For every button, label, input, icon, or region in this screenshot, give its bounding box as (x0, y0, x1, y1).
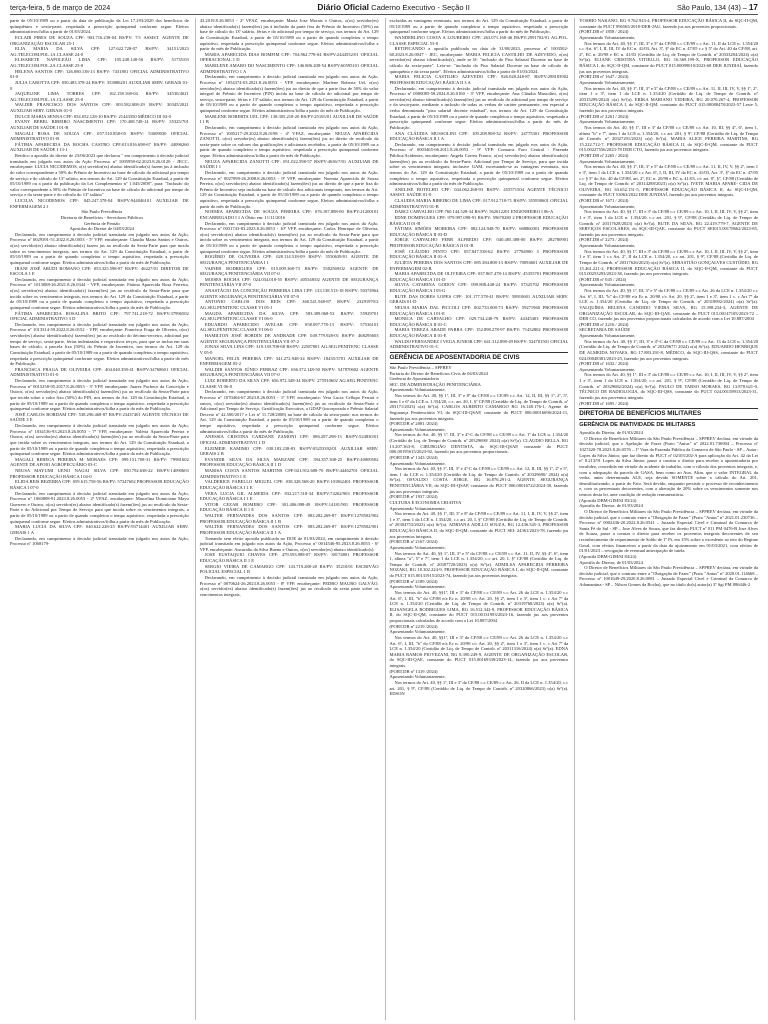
text-paragraph: ANA CLÁUDIA MUSSOLINI CPF: 109.208.908-32 RS/PV: 24775301 PROFESSOR EDUCAÇÃO BÁSICA II 1 A (389, 130, 569, 142)
text-paragraph: MARIA TEREZA ABADE PARRA CPF: 152.898.278-97 RS/PV: 71432802 PROFESSOR EDUCAÇÃO BÁSICA II 01-E (389, 327, 569, 338)
text-paragraph: Aposentando Voluntariamente, (389, 544, 446, 550)
text-paragraph: Gerência de Aposentadoria (389, 376, 439, 382)
text-paragraph: Aposentando Voluntariamente, (579, 119, 636, 125)
text-paragraph: Aposentando Voluntariamente, (579, 79, 636, 85)
text-paragraph: WALDO FERNANDEZ I VEGA JUNIOR CPF: 641.312.898-49 RS/PV: 524701501 OFICIAL ADMINISTRATIVO 01-C (389, 338, 569, 350)
text-paragraph: (PORT.DB nº 2189 /2024) (389, 578, 438, 584)
text-paragraph: MARIA APARECIDA DE OLIVEIRA CPF: 037.867.478-14 RS/PV: 45355701 PROFESSOR EDUCAÇÃO BÁSICA I 01-D (389, 271, 569, 282)
text-paragraph: MARILENE AMARO DO NASCIMENTO CPF: 146.806.208-54 RS/PV:60595101 OFICIAL ADMINISTRATIVO 1 A (199, 63, 379, 74)
text-paragraph: WALDIR SANTOS JÚNIO FERRAZ CPF: 656.372.148-50 RS/PV: 547870602 AGENTE SEGURANÇA PENITENCIÁRIA VII 07-0 (199, 366, 379, 378)
text-paragraph: Aposentando Voluntariamente, (389, 426, 446, 432)
text-paragraph: O Diretor de Benefícios Militares da São Paulo Previdência – SPPREV declara, em virtude da decisão judicial, que o contrato entre a "Obrigação de Fazer" (Prato "Antus" nº 2021.01.230736 – Processo nº 0002436-20.2022.8.26.0541 – Juizado Especial Cível e Criminal da Comarca de Santa Fé do Sul - SP – Jose Alves de Souza, que faz direito PUCT nº 011 PM 0476-B Jose Alves de Souza, passe a constar o direito para receber os proventos integrais decorrentes de seu reconhecimento de requerimento de Soldo de 1º Pt, em 15% sobre o excedente ao teto do Regime Geral, com efeitos financeiros a partir da data do ajuizamento em 01/03/2021, com efeitos de 01/01/2023 – revogação de eventual antecipação de tutela. (579, 508, 758, 554)
text-paragraph: JOSÉ CLÁUDIO PINTO CPF: 057.847.538-62 RS/PV: 27784900 3 PROFESSOR EDUCAÇÃO BÁSICA II 01-A (389, 248, 569, 260)
text-paragraph: Aposentando Voluntariamente, (579, 333, 636, 338)
text-paragraph: (PORT.DB nº 1695 / 2024) (579, 400, 629, 406)
text-paragraph: Declarando, em cumprimento à decisão judicial transitada em julgado nos autos da Ação, Processo nº 0027099-26.2008.8.26.0053 - 9ª VFP, encabeçante: Noemia Aparecida de Souza Pereira, o(os) servidor(es) abaixo identificado(s) fazem(ões) jus ao direito de que a parte fixa do Prêmio de Incentivo seja incluída na base de cálculo dos adicionais temporais, nos termos do Art. 129 da Constituição Estadual, a partir de 05/10/1989 ou a partir de quando completou o tempo aquisitivo, respeitada a prescrição quinquenal conforme segue. Efeitos administrativos/folha a partir do mês de Publicação. (199, 169, 379, 209)
text-paragraph: Declarando, em cumprimento à decisão judicial transitada em julgado nos autos da Ação, Processo nº 0031743-83.2023.8.26.0053 - 10ª VFP, encabeçante: Carlos Henrique de Oliveira, o(os) servidor(es) abaixo identificado(s) fazem(ões) jus ao recálculo da Sexta-Parte para que incida sobre os vencimentos integrais, nos termos do Art. 129 da Constituição Estadual, a partir de 05/10/1989 ou a partir de quando completou o tempo aquisitivo, respeitada a prescrição quinquenal conforme segue. Efeitos administrativos/folha a partir do mês de Publicação. (199, 220, 379, 254)
text-paragraph: NOEMIA APARECIDA DE SOUZA PEREIRA CPF: 076.187.888-00 RS/PV:21200101 ENCARREGADO I 1 A Óbito em: 11/11/2016 (199, 209, 379, 220)
text-paragraph: MAGDA APARECIDA DA SILVA CPF: 583.389.068-53 RS/PV: 55929701 AG.SEG.PENITENC.CLASSE VI 06-0 (199, 310, 379, 322)
text-paragraph: WALTER FERNANDES DOS SANTOS CPF: 083.282.269-87 RS/PV:1278502/902 PROFESSOR EDUCAÇÃO BÁSICA II 1 B (199, 513, 379, 524)
publication-section: Caderno Executivo - Seção II (369, 3, 470, 12)
text-paragraph: Nos termos do Art. 40, §§ 1º, III, 3º e 8º da CF/88 c.c CE/89 c.c Art. 11, I, II, IV, V, §§ 2º, item 1 e 3º, item 1 da LCE n. 1.354/20, c.c art. 20, I, §º CF/88 (Certidão de Liq. de Tempo de Contrib. nº 20304753/2023) o(a) Srº(a). ADRIANA ADILLO SOUZA, RG 12.436.345-3, PROFESSOR EDUCAÇÃO BÁSICA II, do SQC-II-QM, constante do PUCT SEI: 24361/2023-78, fazendo jus aos proventos integrais. (389, 511, 569, 539)
text-paragraph: RETIFICANDO a apostila publicada no data de 31/08/2023, processo nº 1003502-60.2023.8.26.0047 - JEC, encabeçante: MARIA FELICIA CASTILHO DE AZEVEDO, o(os) servidor(es) abaixo identificado(s), onde se lê: "inclusão do Piso Salarial Docente na base de cálculo da sexta-parte". Leia-se: "inclusão do Piso Salarial Docente na base de cálculo do quinquênio e da sexta parte". Efeitos administrativos/folha a partir de 01/03/2024. (389, 46, 569, 74)
text-paragraph: Gerência de Pensão (83, 220, 120, 226)
text-paragraph: O Diretor de Benefícios Militares da São Paulo Previdência – SPPREV declara, em virtude da decisão judicial, que o Apelação de Fazer (Prato "Antus" nº 2022.01.736904 – Processo nº 1027420-78.2023.8.26.0576 – 1ª Vara da Fazenda Pública da Comarca de São Paulo - SP – Autor: Lopes da Silva Júnior, que faz direito do PUCT nº 02103/202-A para aplicação do Art. 42 da Lei nº 8.213/91 Lopes da Silva Júnior, passe a constar o direito para receber a aposentadoria por invalidez, concedida em virtude do acidente de trabalho, com o cálculo dos proventos integrais, e, com a adequação da parcela de GASA, bem como ao Aux. Alim. que o valor INTEGRAL da verba, antes determinada ALE, seja devido SOMENTE sobre o cálculo do Art. 201, desmilitarizando, a partir do Fato. Será devido, enquanto persistir o processo de reconhecimento e, com os percentuais decorrentes, com a alteração de 20% sobre os vencimentos somente nos termos desta lei, ante condição de redução remuneratória. (579, 435, 758, 497)
text-paragraph: Nos termos do Art. 40, §§ 1º, III, 3º e 8º da CF/88 c.c CE/89 c.c Art. 12, II, III, §§ 1º, 2º, 5º, item 1 e 6º da LCE n. 1.354/20, c.c. art. 20, I, §º CF/88 (Certidão de Liq. de Tempo de Contrib. nº 203171/2023) o(a) Srº(a). CARLOS ALBERTO CAMARGO RG 16.148.176-1, Agente de Segurança Penitenciária VI, do SQC-III-QSAP, constante do PUCT 006.00016696/2024-11, fazendo jus aos proventos integrais. (389, 393, 569, 421)
text-paragraph: FÁTIMA SIMÕES MOREIRA CPF: 082.124.948-70 RS/PV: 668860301 PROFESSOR EDUCAÇÃO BÁSICA II 03-D (389, 226, 569, 237)
text-paragraph: LUIZ ROBERTO DA SILVA CPF: 656.972.348-34 RS/PV: 275910602 AG.SEG.PENITENC CLASSE VI 06-0 (199, 378, 379, 389)
text-paragraph: parte de 05/10/1989 ou a partir da data de publicação da Lei 17.293/2020 dos benefícios de quinquênios e sexta-parte, respeitada a prescrição quinquenal conforme segue. Efeitos administrativos/folha a partir de 01/03/2024. (10, 18, 189, 35)
text-paragraph: Nos termos do Art. 40, §§ 1º, III, 3º e 4º-C da CF/88 c.c CE/89 c.c Art. 12, II, III, §§ 1º, 2º e 5º, item 1 do LCE n. 1.354/20 (Certidão de Liq. de Tempo de Contrib. nº 20329690/ 2024) o(a) Srº(a). OSVALDO COSTA JORGE, RG 16.876.291-2, AGENTE SEGURANÇA PENITENCIÁRIA VII, do SQC-III-QSAP, constante do PUCT 006.00016722/2024-30, fazendo jus aos proventos integrais. (389, 466, 569, 494)
text-paragraph: VAINER RODRIGUES CPF: 015.009.368-73 RS/PV: 5502569/02 AGENTE DE SEGURANÇA PENITENCIÁRIA VII 07-0 (199, 265, 379, 277)
text-paragraph: Declarando, em cumprimento à decisão judicial transitada em julgado nos autos da Ação, Processo nº 1068179- (10, 535, 189, 547)
text-paragraph: Declarando, em cumprimento à decisão judicial transitada em julgado nos autos da Ação, Processo nº 1013088-26.2021.8.26.0344 - VFP, encabeçante: Fátima Aparecida Rosa Ferreira, o(os) servidor(es) abaixo identificado(s) fazem(ões) jus ao recálculo da Sexta-Parte para que incida sobre os vencimentos integrais, nos termos do Art. 129 da Constituição Estadual, a partir de 05/10/1989 ou a partir de quando completou o tempo aquisitivo, respeitada a prescrição quinquenal conforme segue. Efeitos administrativos/folha a partir do mês de Publicação. (10, 276, 189, 310)
section-title: DIRETORIA DE BENEFÍCIOS MILITARES (579, 408, 758, 420)
text-paragraph: Diretoria de Benefícios - Servidores Públicos (60, 214, 144, 220)
text-paragraph: Aposentando Voluntariamente, (389, 387, 446, 393)
text-paragraph: Aposentando Voluntariamente, (579, 366, 636, 372)
text-paragraph: VALDERICE FABELLO MIGUEL CPF: 038.328.568-20 RS/PV:101862401 PROFESSOR EDUCAÇÃO BÁSICA I 1 E (199, 479, 379, 490)
text-paragraph: (PORT.DB nº 1937 /2024) (389, 494, 438, 500)
text-paragraph: ECLAIR PIRES DE SOUZA CPF: 903.716.238-04 RS/PV: 7/1 ASSIST. AGENTE DE ORGANIZAÇÃO ESCOLAR 25-1 (10, 34, 189, 46)
text-paragraph: MAGALI REBECA PEREIRA M MORAES CPF: 099.151.708-31 RS/PV: 79981602 AGENTE DE APOIO AGROPECUÁRIO 03-C (10, 456, 189, 468)
text-paragraph: JORGE CARVALHO FERR ALFREDO CPF: 040.485.388-00 RS/PV: 282780901 PROFESSOR EDUCAÇÃO BÁSICA II 01-B (389, 237, 569, 248)
text-paragraph: (PORT.DB nº 1671 / 2024) (579, 198, 629, 203)
text-paragraph: YOSHIO NAKANO, RG 9.762.923-4, PROFESSOR EDUCAÇÃO BÁSICA II, do SQC-II-QM, constante do PUCT 996565/2018-DER-JAU, fazendo jus aos proventos proporcionais. (579, 18, 758, 29)
text-paragraph: (PORT.DB nº 2081 /2024) (389, 421, 438, 427)
text-paragraph: (Apostila DBM-GIM/SI 83/24) (579, 497, 637, 503)
text-paragraph: Declarando, em cumprimento à decisão judicial transitada em julgado nos autos da Ação, Processo nº 0000085-58.2024.8.26.0160 - 3ª VFP, encabeçante: Ana Cláudia Mussolini, o(os) servidor(es) abaixo identificado(s) fazem(ões) jus ao recálculo do adicional por tempo de serviço e da sexta-parte, mediante a inclusão de todas as verbas de caráter permanente, em especial a verba denominada "piso salarial docente estadual", nos termos do Art. 129 da Constituição Estadual, a partir de 05/10/1989 ou a partir de quando completou o tempo aquisitivo, respeitada a prescrição quinquenal conforme segue. Efeitos administrativos/folha a partir do mês de Publicação. (389, 85, 569, 130)
text-paragraph: ELEIMEIE KAMIMO CPF: 038.183.238-83 RS/PV:05253392/01 AUXILIAR SERV. GERAIS 2 B (199, 445, 379, 457)
text-paragraph: ANASTÁCIO DA CONCEIÇÃO FERREIRA LIRA CPF: 133.138.513-18 RS/PV: 50374964 AGENTE SEGURANÇA PENITENCIÁRIA VII 07-0 (199, 288, 379, 299)
text-paragraph: SILVIA CATARINA GODOY CPF: 099.808.448-24 RS/PV: 57325702 PROFESSOR EDUCAÇÃO BÁSICA I 03-G (389, 282, 569, 293)
text-paragraph: Nos termos do Art. 40, §§1º, III e 3º da CF/88 c.c CE/89 c.c Art. 26 da LCE n. 1.354/20 c.c Art. 6º, I, III, "b" do CF/88 e/a Ec n. 20/98 c/c Art. 20, §§ 2º, item 1 e 3º, item 1 c. c Art 7º da LCE n. 1.354/20 (Certidão de Liq. de Tempo de Contrib. nº 20311316/2024) o(a) Srº(a). EDNA MARIA RAMOS PIOVEZANI, RG 8.390.249-9, AGENTE DE ORGANIZAÇÃO ESCOLAR, do SQC-III-QAE, constante do PUCT 015.00169339/2023-14, fazendo jus aos proventos integrais. (389, 634, 569, 668)
text-paragraph: (PORT.DB nº 1632 / 2024) (579, 361, 629, 367)
text-paragraph: Nos termos do Art. 40, §§ 1º, III, 3º e 5º da CF/88 c.c CE/89 c.c Art. 11, II, III, IV, V, §§ 1º, 2º, item 1 e 3º, item 1 da LCE n. 1.354/20 (Certidão de Liq. de Tempo de Contrib. nº 20315299/2024) o(a) Srº(a). ERIKA MARIANO VIDEIRA, RG 20.070.267-4, PROFESSOR EDUCAÇÃO BÁSICA I, do SQC-II-QM, constante do PUCT 015.00088478/2023-57 Leste 5, fazendo jus aos proventos integrais. (579, 85, 758, 113)
text-paragraph: NEUSA MARIA DAL PICCOLI CPF: 002.733.008-73 RS/PV: 59271960 PROFESSOR EDUCAÇÃO BÁSICA I 01-E (389, 304, 569, 316)
text-paragraph: VERA LUCIA GIL ALMEIDA CPF: 832.217.518-34 RS/PV:74262/903 PROFESSOR EDUCAÇÃO BÁSICA I 1 E (199, 490, 379, 502)
text-paragraph: MONICA DE CARVALHO CPF: 029.734.248-79 RS/PV: 44345403 PROFESSOR EDUCAÇÃO BÁSICA II 01-C (389, 316, 569, 327)
text-paragraph: Aposentando Voluntariamente, (389, 674, 446, 680)
header-page-info (677, 3, 758, 12)
text-paragraph: O Diretor de Benefícios Militares da São Paulo Previdência – SPPREV declara, em virtude da decisão judicial, que o contrato entre a "Obrigação de Fazer" (Prato "Antus" nº 2020.01.114668 – Processo nº 1001649-29.2020.8.26.0081 – Juizado Especial Cível e Criminal da Comarca de Adamantina - SP – Nilson Gomes da Rocha), que no título do(s) autor(a) 3º Sgt PM 886446-2 (579, 565, 758, 587)
section-title: GERÊNCIA DE APOSENTADORIA DE CIVIS (390, 352, 569, 364)
text-paragraph: Aposentando Voluntariamente, (579, 203, 636, 209)
text-paragraph: JOSÉ CARLOS BORDAM CPF: 538.296.468-87 RS/PV:23437401 AGENTE TÉCNICO DE SAÚDE 3 E (10, 411, 189, 423)
text-paragraph: Nos termos do Art. 40, §§ 1º, III, 3º e 5º da CF/88 c.c CE/89 c.c Art. 26 da LCE n. 1.354/20 c.c Art. 6º, I, III, "b" do CF/88 e/a Ec n. 20/98 c/c Art. 20, §§ 2º, item 1 e 3º, item 1 c. c Art 7º da LCE n. 1.354/20 (Certidão de Liq. de Tempo de Contrib. nº 20318992/2024) o(a) Srº(a). VALQUÍRIA HELENA CANDIDO VIEIRA SILVA, RG 15.398.234-3, AGENTE DE ORGANIZAÇÃO ESCOLAR, do SQC-III-QAE, constante do PUCT 015.00147105/2023-72 – DER CO, fazendo jus aos proventos proporcionais calculados de acordo com a Lei 10.887/2004 (579, 288, 758, 322)
text-paragraph: ROGÉRIO DE OLIVEIRA CPF: 028.114.518-09 RS/PV: 5550639/01 AGENTE DE SEGURANÇA PENITENCIÁRIA I 1 (199, 254, 379, 265)
text-paragraph: FRANCISCA FRAGA DE OLIVEIRA CPF: 404.040.358-41 RS/PV:34768601 OFICIAL ADMINISTRATIVO 01-0 (10, 366, 189, 378)
text-paragraph: Declarando, em cumprimento à decisão judicial transitada em julgado nos autos da Ação, Processo nº 0015258-95.2017.8.26.0053 - 3ª VFP, encabeçante: Juarez Pacheco da Conceição e Outros, o(os) servidor(es) abaixo identificado(s) fazem(ões) jus ao recálculo da Sexta-Parte para que incida sobre o valor fixo (50%) do PIN, nos termos do Art. 129 da Constituição Estadual, a partir de 05/10/1989 ou a partir de quando completou o tempo aquisitivo, respeitada a prescrição quinquenal conforme segue. Efeitos administrativos/folha a partir do mês de Publicação. (10, 378, 189, 412)
text-paragraph: JOSE EUSTAQUIO CHAVES CPF: 479.593.988-87 RS/PV: 38174801 PROFESSOR EDUCAÇÃO BÁSICA II 1 E (199, 552, 379, 563)
text-paragraph: Portaria do Diretor de Benefícios Civis de 04/03/2024 (389, 370, 488, 376)
text-paragraph: SECRETARIA DE SAÚDE (579, 327, 631, 333)
text-paragraph: WALTER FERNANDES DOS SANTOS CPF: 083.282.269-87 RS/PV:1278502/901 PROFESSOR EDUCAÇÃO BÁSICA II 1 A (199, 524, 379, 535)
text-paragraph: (Apostila DBM-GIM/SI 84/24) (579, 553, 637, 559)
text-paragraph: Nos termos do Art. 40, §§ 1º, III, 3º e 5º da CF/88 c.c CE/89 c.c Art. 11, II da LCE n. 1.354/20 c.c Art. 6º, I, II, III, IV da EC n. 41/03, Art. 3º, §º da EC n. 47/05 c.c § 5º do Art. 40 da CF/88, art. 2º, EC n. 20/98 e EC n. 41/03 (Certidão de Liq. de Tempo de Contrib. nº 20333284/2024) o(a) Srº(a). ELIANE CRISTINA VITIELLO, RG 16.369.199-X, PROFESSOR EDUCAÇÃO BÁSICA I, do SQC-II-QM, constante do PUCT 015.00099010/2023-68 DER JUNDIAÍ, fazendo jus aos proventos integrais. (579, 40, 758, 74)
text-paragraph: EVANY BEBEL RIBEIRO NASCIMENTO CPF: 170.408.748-14 RS/PV: 35325/701 AUXILIAR DE SAÚDE I 01-B (10, 119, 189, 130)
column-2 (195, 18, 379, 1020)
text-paragraph: RUTE DAS DORES LOPES CPF: 101.177.578-41 RS/PV: 58910601 AUXILIAR SERV. GERAIS 01-D (389, 293, 569, 305)
text-paragraph: Aposentando Voluntariamente, (389, 505, 446, 511)
text-paragraph: Nos termos do Art. 40, §§1º, III e 3º da CF/88 c.c CE/89 c.c Art. 26 da LCE n. 1.354/20 c.c Art. 6º, I, III, "b" do CF/88 e/a Ec n. 20/98 c/c Art. 20, §§ 2º, item 1 e 3º, item 1 c. c Art 7º da LCE n. 1.354/20 (Certidão de Liq. de Tempo de Contrib. nº 20319768/2023) o(a) Srº(a). ELISANGELA RODRIGUES LIMA, RG 16.512.342-9, PROFESSOR EDUCAÇÃO BÁSICA II, do SQC-II-QM, constante do PUCT 015.00131993/2023-16, fazendo jus aos proventos proporcionais calculados de acordo com a Lei 10.887/2004 (389, 589, 569, 623)
text-paragraph: MARISA COSTA SANTOS MARTINS CPF:021.912.688-70 RS/PV:44462701 OFICIAL ADMINISTRATIVO 1 E (199, 468, 379, 479)
text-paragraph: FÁTIMA APARECIDA DA ROCHA CASTRO CPF:013.816.698-67 RS/PV: 44096260 AUXILIAR DE SAÚDE I 13-1 (10, 141, 189, 153)
text-paragraph: Declarando, em cumprimento à decisão judicial transitada em julgado nos autos da Ação, Processo nº 0003465-66.2011.8.26.0053 - 9ª VFP: Comarca Foro Central - Fazenda Pública/Acidentes, encabeçante: Angela Correa Franco, o(os) servidor(es) abaixo identificado(s) fazem(ões) jus ao recálculo da Sexta-Parte, Adicional por Tempo de Serviço, para que incida sobre os vencimentos integrais, inclusive GAM, excetuando-se as vantagens eventuais, nos termos do Art. 129 da Constituição Estadual, a partir de 05/10/1989 ou a partir de quando completou o tempo aquisitivo, respeitada a prescrição quinquenal conforme segue. Efeitos administrativos/folha a partir do mês de Publicação. (389, 141, 569, 187)
text-paragraph: Nos termos do Art. 40, §§ 1º, III e 3º da CF/88 c.c CE/89 c.c Art. 26, II da LCE n. 1.354/20, c.c art. 201, § 9º, CF/88 (Certidão de Liq. de Tempo de Contrib. nº 20320866/2023) o(a) Srº(a). EDSON (389, 679, 569, 697)
header-date: terça-feira, 5 de março de 2024 (10, 2, 111, 12)
text-paragraph: (PORT.DB nº 2167 /2024) (389, 539, 438, 545)
text-paragraph: IRANI JOSÉ ARUDI ROMANO CPF: 053.325.598-87 RS/PV: 46227/01 DIRETOR DE ESCOLA 1 E (10, 265, 189, 277)
text-paragraph: SEC. DE ADMINISTRAÇÃO PENITENCIÁRIA (389, 381, 481, 387)
text-paragraph: CULTURA E ECONOMIA CRIATIVA (389, 499, 462, 505)
text-paragraph: ELISABETE NAPOLEÃO LIMA CPF: 105.248.148-56 RS/PV: 51735/03 AG.TELECOM.POL.2A.CLASSE 25-0 (10, 57, 189, 68)
text-paragraph: Aposentando Voluntariamente, (389, 584, 446, 590)
text-paragraph: Aposentando Voluntariamente, (579, 243, 636, 248)
text-paragraph: Declarando, em cumprimento à decisão judicial transitada em julgado nos autos da Ação, Processo nº 1060808-91.2023.8.26.0053 - 2ª VFAZ, encabeçante: Marcelina Domiciano Mayu Guerrero e Outros, o(os) servidor(es) abaixo identificado(s) fazem(ões) jus ao recálculo da Sexta-Parte e do Adicional por Tempo de Serviço para que incida sobre os vencimentos integrais, a partir de 05/10/1989 ou a partir de quando completou o tempo aquisitivo, respeitada a prescrição quinquenal conforme segue. Efeitos administrativos/folha a partir do mês de Publicação. (10, 490, 189, 524)
text-paragraph: Nos termos do Art. 40, §§ 1º, III, 3º e 4º-C da CF/88 c.c CE/89 c.c Art. 1º da LCE n. 1.354/20 (Certidão de Liq. de Tempo de Contrib. nº 20329690/ 2024) o(a) Srº(a). CLAUDIO BELLA, RG 13.207.363-8, CIRURGIÃO DENTISTA, do SQC-III-QSAP, constante do PUCT 006.00195615/2023-92, fazendo jus aos proventos proporcionais. (389, 432, 569, 455)
text-paragraph: Nos termos do Art. 40, §§ 1º, III, 3º e 5º da CF/88 c.c CE/89 c.c Art. 11, II, IV, V, §§ 2º, item 1 e 3º, item 1 da LCE n. 1.354/20 c.c Art. 6º, I, II, III, IV da EC n. 41/03, Art. 3º, §º da EC n. 47/05 c.c § 5º do Art. 40 da CF/88, art. 2º, EC n. 20/98 e EC n. 41/03, c/c art. 8º, §º, CF/88 (Certidão de Liq. de Tempo de Contrib. nº 20314288/2023) o(a) Srº(a). IVETE MARIA APARE- CIDA DE OLIVEIRA, RG 63.652.151-5, PROFESSOR EDUCAÇÃO BÁSICA II, do SQC-II-QM, constante do PUCT 53063/2022 DER JUNDIAÍ, fazendo jus aos proventos integrais. (579, 164, 758, 198)
text-paragraph: HELENA SANTOS CPF: 126.080.138-13 RS/PV: 7431801 OFICIAL ADMINISTRATIVO 01-0 (10, 68, 189, 80)
text-paragraph: MARIA APARECIDA DIAS BOMFIM CPF: 704.962.778-04 RS/PV:2444552/01 OFICIAL OPERACIONAL 1 D (199, 51, 379, 63)
text-paragraph: EVANDIR SILVA DA SILVA MARZARI CPF: 394.357.308-25 RS/PV:40009502 PROFESSOR EDUCAÇÃO BÁSICA II 1 D (199, 456, 379, 468)
text-paragraph: CLAUDIA MARIA RIBEIRO DE LIMA CPF: 017.912.718-71 RS/PV: 355830601 OFICIAL ADMINISTRATIVO 01-B (389, 198, 569, 209)
text-columns (10, 18, 758, 1020)
text-paragraph: MARLENE ROBERTA UEL CPF: 138.305.218-20 RS/PV:25165/01 AUXILIAR DE SAÚDE I 1 B (199, 113, 379, 125)
text-paragraph: Apostila do Diretor, de 01/03/2024 (579, 430, 643, 436)
text-paragraph: JONAS SILVA LINS CPF: 319.139.708-68 RS/PV: 22587801 AG.SEG.PENITENC CLASSE V 05-0 (199, 344, 379, 355)
column-1 (10, 18, 189, 1020)
text-paragraph: (PORT.DB nº 1319 /2024) (389, 668, 438, 674)
text-paragraph: Declarando, em cumprimento à decisão judicial transitada em julgado nos autos da Ação, Processo nº 1013314-59.2022.8.26.0152 - VFP, encabeçante: Francisca Fraga de Oliveira, o(os) servidor(es) abaixo identificado(s) fazem(ões) jus ao recálculo do décimo-terceiro, adicional por tempo de serviço, sexta-parte, férias indenizadas e respectivos terços, para que se inclua em suas bases de cálculo, a parcela fixa (50%) do Prêmio de Incentivo, nos termos do Art. 129 da Constituição Estadual, a partir de 05/10/1989 ou a partir de quando completou o tempo aquisitivo, respeitada a prescrição quinquenal conforme segue. Efeitos administrativos/folha a partir do mês de Publicação. (10, 321, 189, 367)
text-paragraph: Aposentando Voluntariamente, (389, 460, 446, 466)
text-paragraph: Nos termos do Art. 40, §§ 1º, III, 3º e 4º-C da CF/88 c.c CE/89 c.c Art. 13 da LCE n. 1.354/20 (Certidão de Liq. de Tempo de Contrib. nº 20329677/ 2024) o(a) Srº(a). EDUARDO HENRIQUE DE ALMEIDA NOVAES, RG 17.883.291-8, MÉDICO, do SQC-III-QSS, constante do PUCT 024.00048381/2023-25, fazendo jus aos proventos integrais. (579, 338, 758, 361)
text-paragraph: (PORT.DB nº 2261 / 2024) (579, 113, 629, 119)
text-paragraph: DULCE MARIA SENNA CPF: 054.052.128-10 RS/PV: 21443350 MÉDICO III 03-0 (15, 113, 171, 119)
text-paragraph: (PORT.DB nº 1343 /2024) (389, 454, 438, 460)
text-paragraph: NEUZA APARECIDA ZANOTTI CPF: 051.022.598-57 RS/PV:4636/7/01 AUXILIAR DE SAÚDE I 1 (199, 158, 379, 170)
text-paragraph: Declarando, em cumprimento à decisão judicial transitada em julgado nos autos da Ação, Processo nº 1054374-03.2021.8.26.0053 - VFP, encabeçante: Marlene Roberta Uel, o(os) servidor(es) abaixo identificado(s) fazem(ões) jus ao direito de que a parte fixa de 50% do valor integral do Prêmio de Incentivo (PIN) incida na base de cálculo do adicional por tempo de serviço, sexta-parte, férias e 13º salário, nos termos do Art. 129 da Constituição Estadual, a partir de 05/10/1989 ou a partir de quando completou o tempo aquisitivo, respeitada a prescrição quinquenal conforme segue. Efeitos administrativos/folha a partir do mês de Publicação. (199, 74, 379, 113)
text-paragraph: Nos termos do Art. 40, §§ 1º, III e 3º da CF/88 c.c CE/89 c.c Art. 10, I, II, III, IV, V, §§ 2º, item 1 e 3º, item 1 c.c Art. 2º, II da LCE n. 1.354/20, c.c art. 201, § 9º, CF/88 (Certidão de Liq. de Tempo de Contrib. nº 20317626/2023) o(a) Srº(a). SEBASTIÃO GONÇALVES CUSTÓDIO, RG 15.461.221-2, PROFESSOR EDUCAÇÃO BÁSICA II, do SQC-II-QM, constante do PUCT 015.00253293/2023-38, fazendo jus aos proventos integrais. (579, 248, 758, 277)
page-number: 17 (748, 2, 758, 12)
text-paragraph: Declarando, em cumprimento à decisão judicial transitada em julgado nos autos da Ação, Processo nº 1005217-29.2022.8.26.0198 - 4ª VFAZ, encabeçante: NEUZA APARECIDA ZANOTTI, o(os) servidor(es) abaixo identificado(s) fazem(ões) jus ao direito de recálculo da sexta-parte sobre os valores das gratificações e adicionais recebidos, a partir de 05/10/1989 ou a partir de quando completou o tempo aquisitivo, respeitada a prescrição quinquenal conforme segue. Efeitos administrativos/folha a partir do mês de Publicação. (199, 124, 379, 158)
text-paragraph: LUCILIA NICODEMOS CPF: 045.247.378-04 RS/PV:944046101 AUXILIAR DE ENFERMAGEM 2 I (10, 198, 189, 209)
page-info: São Paulo, 134 (43) – (676, 2, 749, 12)
text-paragraph: WALDIR FRANCISCO DOS SANTOS CPF: 003.582.008-29 RS/PV: 30345/2021 AUXILIAR SERV. GERAIS 01-0 (10, 102, 189, 113)
text-paragraph: MARIA LUCIA DA SILVA CPF: 040.622.228-25 RS/PV:93714401 AUXILIAR SERV. GERAIS 1 A (10, 524, 189, 535)
text-paragraph: MANOEL FELIX PEREIRA CPF: 341.272.948-34 RS/PV: 18435/3701 AUXILIAR DE ENFERMAGEM 05-2 (199, 355, 379, 367)
text-paragraph: Retifico a apostila do diretor de 23/06/2023 que declarou " em cumprimento à decisão judicial transitada em julgado nos autos da Ação Processo nº 1005958-62.2023.8.26.0120 - JECC, encabeçante: LUCIA NICODEMOS, o(s) servidor(es) abaixo identificado(s) fazem jus à inclusão do valor correspondente a 50% do Prêmio de Incentivo na base de cálculo do adicional por tempo de serviço e do cálculo do 13º salário, nos termos do Art. 129 da Constituição Estadual, a partir de 05/10/1989 ou a partir da publicação da Lei Complementar nº 1.045/2008", para: "Inclusão do valor correspondente a 50% do Prêmio de Incentivo na base de cálculo do adicional por tempo de serviço e da sexta-parte e do cálculo do 13º salário" (10, 153, 189, 198)
text-paragraph: NEUSA MAYUMI UENO NAGAI SILVA CPF: 050.792.638-22 RS/PV:14090603 PROFESSOR EDUCAÇÃO BÁSICA I 04-0 (10, 468, 189, 479)
text-paragraph: excluídas as vantagens eventuais, nos termos do Art. 129 da Constituição Estadual, a partir de 05/10/1989 ou a partir de quando completou o tempo aquisitivo, respeitada a prescrição quinquenal conforme segue. Efeitos administrativos/folha a partir do mês de Publicação. (389, 18, 569, 35)
text-paragraph: Aposentando Voluntariamente, (389, 629, 446, 635)
text-paragraph: Aposentando Voluntariamente, (579, 282, 636, 288)
text-paragraph: DARCI CARVALHO CPF:760.144.528-34 RS/PV: 562612201 ENGENHEIRO I 06-A (394, 209, 554, 215)
text-paragraph: MARIA FELICIA CASTILHO AZEVEDO CPF: 826.028.248-87 RS/PV:298183902 PROFESSOR EDUCAÇÃO BÁSICA II 3 A (389, 74, 569, 85)
text-paragraph: Nos termos do Art. 40, §§ 1º, III, 3º e 5º da CF/88 c.c CE/89 c.c Art. 11, II, IV, §§ 4º, 6º, item 1, alínea "a", 5º e 7º, item 1 da LCE n. 1.354/20, c.c art. 20, I, §º CF/88 (Certidão de Liq. de Tempo de Contrib. nº 20307720/2023) o(a) Srº(a). ADMILSA APARECIDA FERREIRA NOZAKI, RG 18.302.224-9, PROFESSOR EDUCAÇÃO BÁSICA I, do SQC-II-QM, constante do PUCT 015.00131915/2023-74, fazendo jus aos proventos integrais. (389, 550, 569, 578)
text-paragraph: Nos termos do Art. 40, §§ 1º, III e 3º da CF/88 c.c CE/89 c.c Art. 10, III, §§ 4º, 6º, item 1, alínea "b" e 7º, item 1 da LCE n. 1.354/20, c.c art. 201, § 9º, CF/88 (Certidão de Liq. de Tempo de Contrib. nº 20327291/2023) o(a) Srº(a). MARIA ALICE PEREIRA MARTINS, RG 15.222.712-7, PROFESSOR EDUCAÇÃO BÁSICA II, do SQC-II-QM, constante do PUCT 015.00227556/2023-78 DER CTO, fazendo jus aos proventos integrais. (579, 124, 758, 153)
text-paragraph: Apostilas do Diretor de 04/03/2024 (69, 226, 135, 232)
text-paragraph: (PORT.DB nº 1858 / 2024) (579, 29, 629, 35)
text-paragraph: WANDERLINO COSTA A LOUREIRO CPF: 263.071.168-46 RS/PV:2991702/01 AG.POL. CLASSE ESPECIAL 53-0 (389, 34, 569, 46)
publication-title: Diário Oficial (317, 2, 369, 12)
text-paragraph: JAQUELINE LIMA TORRES CPF: 162.158.168-04 RS/PV: 34530/4021 AG.TELECOM.POL.1A.CLASSE 25-0 (10, 91, 189, 102)
text-paragraph: São Paulo Previdência (81, 209, 123, 215)
text-paragraph: São Paulo Previdência – SPPREV (389, 364, 452, 370)
text-paragraph: Declarando, em cumprimento à decisão judicial transitada em julgado nos autos da Ação, Processo nº 0070624-26.2023.8.26.0053 - 8ª VFP, encabeçante: PEDRO MAURO GALVÃO, o(os) servidor(es) abaixo identificado(s) fazem(ões) jus ao recálculo da sexta parte sobre os vencimentos integrais, (199, 574, 379, 597)
text-paragraph: ANESSIA CRISTINA CARDANE ZAMONI CPF: 086.297.298-13 RS/PV:524830/01 OFICIAL ADMINISTRATIVO 1 D (199, 434, 379, 445)
text-paragraph: Aposentando Voluntariamente, (579, 34, 636, 40)
text-paragraph: Nos termos do Art. 40, §§ 1º, III e 3º da CF/88 c.c CE/89 c.c Art. 10, I, II, III, IV, V, §§ 2º, item 1 e 3º, item 1 da LCE n. 1.354/20, c.c art. 201, § 9º, CF/88 (Certidão de Liq. de Tempo de Contrib. nº 20329682/2024) o(a) Srº(a). PAULO DE TARSO MORAES, RG 13.878.621-0, TÉCNICO DE RADIOLOGIA, do SQC-III-QSS, constante do PUCT 024.00158913/2023-31, fazendo jus aos proventos integrais. (579, 372, 758, 400)
text-paragraph: EDUARDO APARECIDO AVELAR CPF: 058.097.778-13 RS/PV: 57536101 AG.SEG.PENITENC.CLASSE VI 06-0 (199, 321, 379, 333)
text-paragraph: ANELISE BOTELHO CPF: 044.062.268-93 RS/PV: 455571504 AGENTE TÉCNICO ASSIST. SAÚDE 01-0 (389, 186, 569, 198)
text-paragraph: (PORT.DB nº 2265 / 2024) (579, 153, 629, 158)
text-paragraph: ANTONIO CARLOS DOS REIS CPF: 360.541.948-87 RS/PV: 23291970/2 AG.SEG.PENITENC CLASSE VI 05-1 (199, 299, 379, 310)
text-paragraph: Nos termos do Art. 40, §§ 1º, III e 3º da CF/88 c.c CE/89 c.c Art. 10, I, II, III, IV, V, §§ 2º, item 1 e 3º, item 1 da LCE n. 1.354/20, c.c art. 201, § 9º, CF/88 (Certidão de Liq. de Tempo de Contrib. nº 20317628/2023) o(a) Srº(a). RUTE DA SILVA, RG 22.419.779-7, AGENTE DE SERVIÇOS ESCOLARES, do SQC-III-QAE, constante do PUCT SEI015.00178662/2023-85, fazendo jus aos proventos integrais. (579, 209, 758, 237)
text-paragraph: MOISES ROCHA CPF: 024.034.018-55 RS/PV: 405548/02 AGENTE DE SEGURANÇA PENITENCIÁRIA VII 07-0 (199, 276, 379, 288)
text-paragraph: HAMILTON JOSÉ BORDIN DE ANDRADE CPF: 049.779.928-01 RS/PV: 468295603 AGENTE SEGURANÇA PENITENCIÁRIA VII 07-2 (199, 333, 379, 344)
text-paragraph: MAGALI ROSA DE SOUZA CPF: 057.510.858-05 RS/PV: 53009030 OFICIAL ADMINISTRATIVO 01-B (10, 130, 189, 142)
text-paragraph: (PORT.DB nº 2216 / 2024) (579, 321, 629, 327)
text-paragraph: Declarando, em cumprimento à decisão judicial transitada em julgado nos autos da Ação, Processo nº 0029391-51.2022.8.26.0053 - 5ª VFP, encabeçante: Claudia Maria Santos e Outros, o(os) servidor(es) abaixo identificado(s) fazem jus ao recálculo da Sexta-Parte para que incida sobre os vencimentos integrais, nos termos do Art. 129 da Constituição Estadual, a partir de 05/10/1989 ou a partir de quando completou o tempo aquisitivo, respeitada a prescrição quinquenal conforme segue. Efeitos administrativos/folha a partir do mês de Publicação. (10, 231, 189, 265)
text-paragraph: JULIETA PEREIRA DOS SANTOS CPF: 085.384.808-13 RS/PV: 70094601 AUXILIAR DE ENFERMAGEM 02-B (389, 259, 569, 271)
text-paragraph: Tornando sem efeito apostila publicada no DOE de 01/03/2024, em cumprimento à decisão judicial transitada em julgado nos autos da Ação, Processo nº 0014546-95.2023.8.26.0053 - 6ª VFP, encabeçante: Ancuralio da Silva Bueno e Outros, o(os) servidor(es) abaixo identificado(s). (199, 535, 379, 552)
text-paragraph: (PORT.DB nº 1647 / 2024) (579, 74, 629, 80)
text-paragraph: FÁTIMA APARECIDA ROSALINA BRITO CPF: 797.741.218-72 RS/PV:37996502 OFICIAL ADMINISTRATIVO 3 D (10, 310, 189, 322)
text-paragraph: SERGIO VIEIRA DE CAMARGO CPF: 143.719.288-20 RS/PV: 35210/01 ESCRIVÃO POLICIAL ESPECIAL 1 B (199, 563, 379, 575)
text-paragraph: Declarando, em cumprimento à decisão judicial transitada em julgado nos autos da Ação, Processo nº 1034136-93.2023.8.26.0053 - 7ª VFP, encabeçante: Valéria Aparecida Pereira e Outros, o(os) servidor(es) abaixo identificado(s) fazem(ões) jus ao recálculo da Sexta-Parte para que incida sobre os vencimentos integrais, nos termos do Art. 129 da Constituição Estadual, a partir de 05/10/1989 ou a partir de quando completou o tempo aquisitivo, respeitada a prescrição quinquenal conforme segue. Efeitos administrativos/folha a partir do mês de Publicação. (10, 423, 189, 457)
header-publication (317, 2, 470, 12)
text-paragraph: EDNE DOMINGUES CPF: 979.997.098-91 RS/PV: 59670280 2 PROFESSOR EDUCAÇÃO BÁSICA II 01-B (389, 214, 569, 226)
text-paragraph: ELIA MARIA DA SILVA CPF: 127.622.728-07 RS/PV: 34151/2023 AG.TELECOM.POL.1A.CLASSE 24-0 (10, 46, 189, 57)
text-paragraph: Declarando, em cumprimento à decisão judicial transitada em julgado nos autos da Ação, Processo nº 1070464-67.2023.8.26.0053 - 1ª VFP, encabeçante: Vera Lucia Cellupo Ferrari e outros, o(os) servidor(es) abaixo identificado(s) fazem(ões) jus ao recálculo da Sexta-Parte e Adicional por Tempo de Serviço, Gratificação Executiva, a GDAP (incorporada e Prêmio Salarial Decreto nº 42.500/2017 e Lei nº 11.728/2008) na base de cálculo da sexta-parte, nos termos do Art. 129 da Constituição Estadual, a partir de 05/10/1989 ou a partir de quando completou o tempo aquisitivo, respeitada a prescrição quinquenal conforme segue. Efeitos administrativos/folha a partir do mês de Publicação. (199, 389, 379, 434)
section-subtitle: GERÊNCIA DE INATIVIDADE DE MILITARES (579, 422, 696, 429)
text-paragraph: JULIA CAROTTA CPF: 050.483.378-24 RS/PV: 353886201 AUXILIAR SERV. GERAIS 01-0 (10, 79, 189, 91)
text-paragraph: Apostila do Diretor, de 01/03/2024 (579, 559, 643, 565)
text-paragraph: VITOR CEZAR ROMERO CPF: 301.406.098-49 RS/PV:14181/901 PROFESSOR EDUCAÇÃO BÁSICA II 1 E (199, 501, 379, 513)
text-paragraph: Aposentando Voluntariamente, (579, 158, 636, 164)
text-paragraph: ELIDA REIS BEZERRA CPF: 059.615.758-56 RS/PV: 57347602 PROFESSOR EDUCAÇÃO BÁSICA I 07-0 (10, 479, 189, 490)
text-paragraph: (PORT.DB nº 2273 / 2024) (579, 237, 629, 243)
text-paragraph: (PORT.DB nº 045 / 2024) (579, 276, 627, 282)
text-paragraph: (PORT.DB nº 2219 /2024) (389, 623, 438, 629)
column-3 (385, 18, 569, 1020)
text-paragraph: Apostila do Diretor, de 01/03/2024 (579, 503, 643, 509)
page-header (10, 0, 758, 15)
text-paragraph: 43.2019.8.26.0053 - 2ª VFAZ, encabeçante: Maria Jose Morais e Outros, o(os) servidor(es) abaixo identificado(s) fazem(ões) jus à inclusão da parte fixa do Prêmio de Incentivo (50%) na base de cálculo do 13º salário, férias e do adicional por tempo de serviço, nos termos do Art. 129 da Constituição Estadual, a partir de 05/10/1989 ou a partir de quando completou o tempo aquisitivo, respeitada a prescrição quinquenal conforme segue. Efeitos administrativos/folha a partir do mês de Publicação. (199, 18, 379, 52)
column-4 (574, 18, 758, 1020)
